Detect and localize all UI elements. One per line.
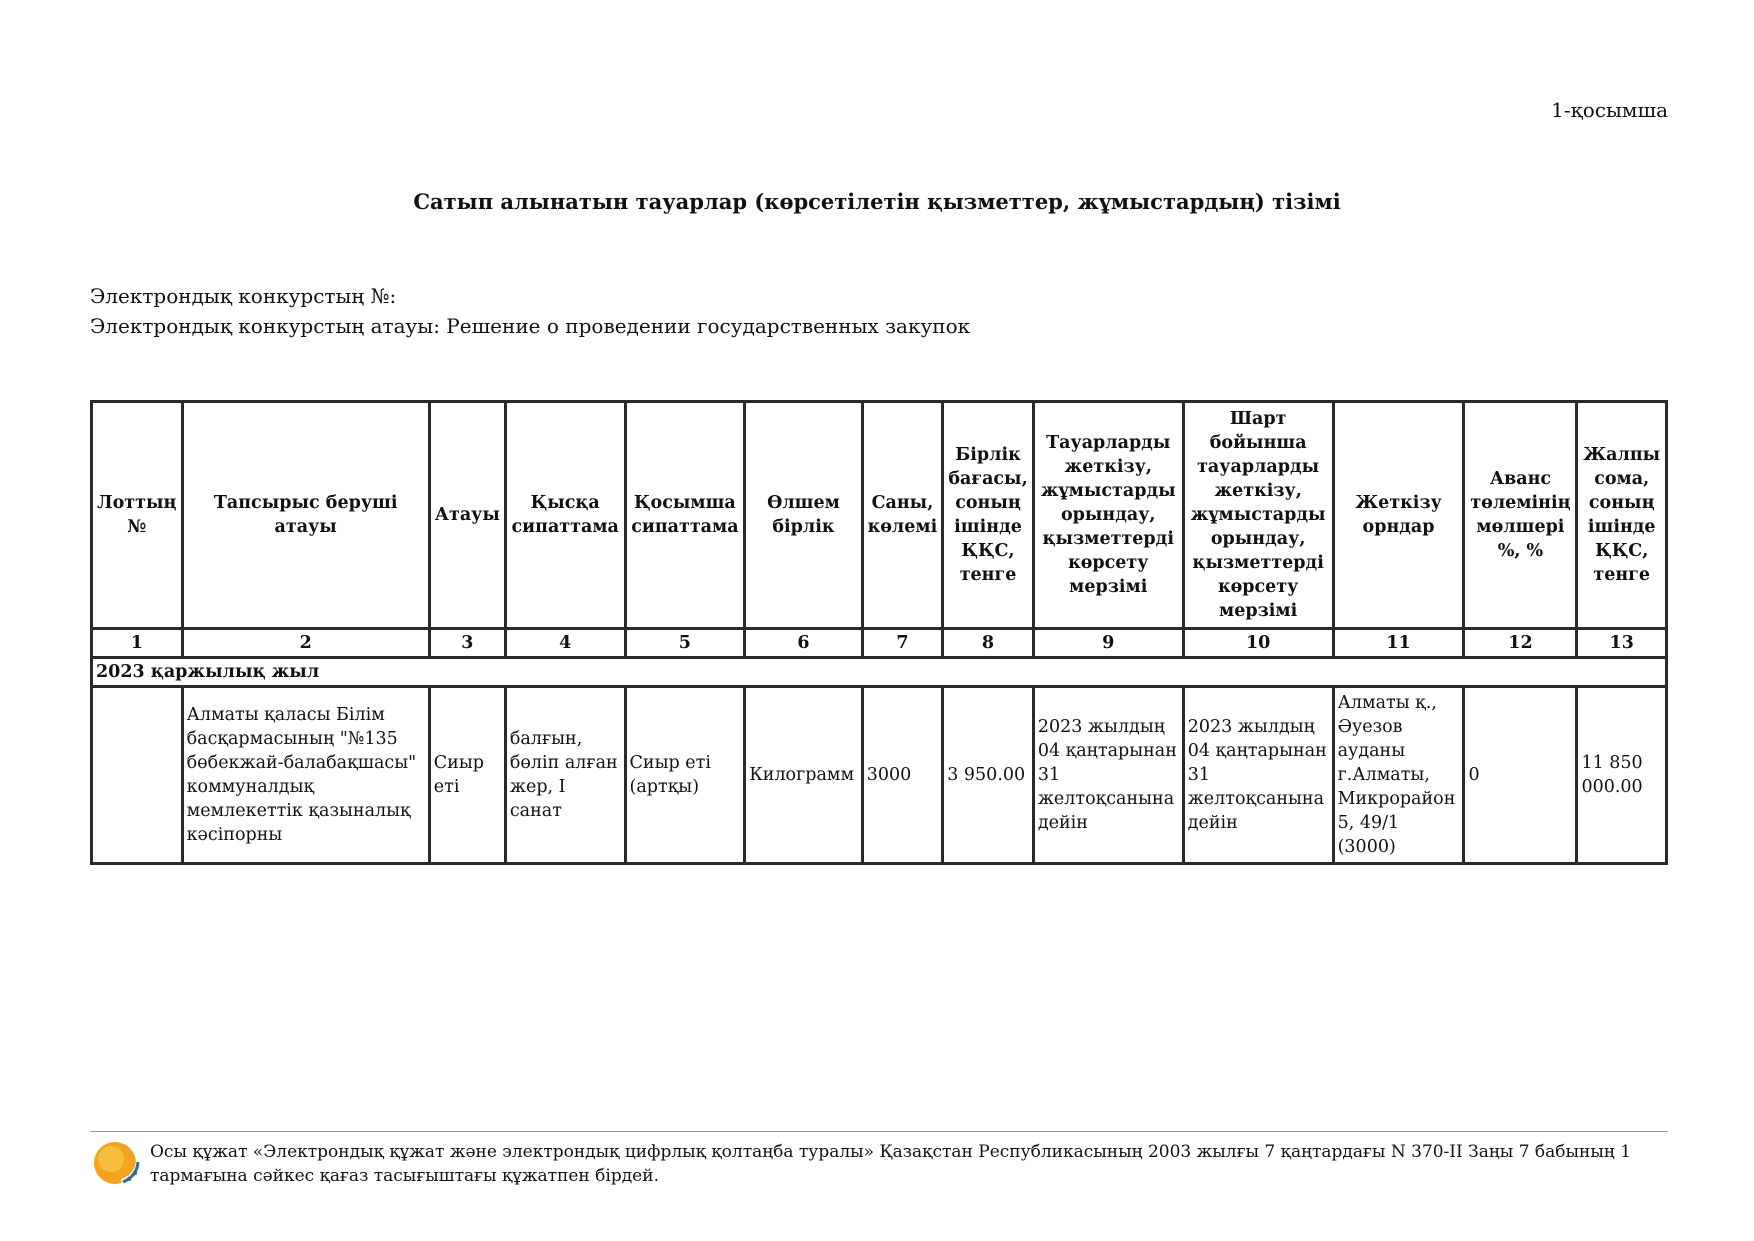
column-number: 9 [1033, 629, 1183, 658]
header-place: Жеткізу орндар [1333, 402, 1464, 629]
header-name: Атауы [429, 402, 505, 629]
header-qty: Саны, көлемі [862, 402, 943, 629]
e-gov-sun-logo-icon [92, 1138, 142, 1188]
column-number: 1 [92, 629, 183, 658]
column-number: 12 [1464, 629, 1577, 658]
table-row [92, 687, 1667, 864]
header-advance: Аванс төлемінің мөлшері %, % [1464, 402, 1577, 629]
cell-contract-term: 2023 жылдың 04 қаңтарынан 31 желтоқсанына дейін [1183, 687, 1333, 864]
page-title: Сатып алынатын тауарлар (көрсетілетін қызметтер, жұмыстардың) тізімі [413, 189, 1341, 214]
column-number: 10 [1183, 629, 1333, 658]
cell-total: 11 850 000.00 [1577, 687, 1667, 864]
cell-place: Алматы қ., Әуезов ауданы г.Алматы, Микрорайон 5, 49/1 (3000) [1333, 687, 1464, 864]
lots-table [90, 400, 1668, 865]
table-header-row [92, 402, 1667, 629]
cell-lot-no [92, 687, 183, 864]
column-number: 2 [182, 629, 429, 658]
column-number: 4 [505, 629, 625, 658]
header-customer: Тапсырыс беруші атауы [182, 402, 429, 629]
annex-label: 1-қосымша [1551, 98, 1668, 122]
fiscal-year-label: 2023 қаржылық жыл [92, 658, 1667, 687]
column-number: 6 [745, 629, 862, 658]
cell-short-desc: балғын, бөліп алған жер, I санат [505, 687, 625, 864]
column-number-row [92, 629, 1667, 658]
column-number: 13 [1577, 629, 1667, 658]
header-unit: Өлшем бірлік [745, 402, 862, 629]
header-extra-desc: Қосымша сипаттама [625, 402, 745, 629]
contest-number-label: Электрондық конкурстың №: [90, 284, 397, 308]
cell-advance: 0 [1464, 687, 1577, 864]
cell-unit: Килограмм [745, 687, 862, 864]
header-contract-term: Шарт бойынша тауарларды жеткізу, жұмыстарды орындау, қызметтерді көрсету мерзімі [1183, 402, 1333, 629]
header-lot-no: Лоттың № [92, 402, 183, 629]
cell-unit-price: 3 950.00 [943, 687, 1034, 864]
column-number: 7 [862, 629, 943, 658]
cell-delivery-term: 2023 жылдың 04 қаңтарынан 31 желтоқсанына дейін [1033, 687, 1183, 864]
column-number: 3 [429, 629, 505, 658]
header-total: Жалпы сома, соның ішінде ҚҚС, тенге [1577, 402, 1667, 629]
contest-name-label: Электрондық конкурстың атауы: [90, 314, 440, 338]
header-short-desc: Қысқа сипаттама [505, 402, 625, 629]
cell-qty: 3000 [862, 687, 943, 864]
cell-name: Сиыр еті [429, 687, 505, 864]
header-delivery-term: Тауарларды жеткізу, жұмыстарды орындау, қызметтерді көрсету мерзімі [1033, 402, 1183, 629]
contest-meta [90, 281, 970, 341]
footer [90, 1131, 1668, 1186]
header-unit-price: Бірлік бағасы, соның ішінде ҚҚС, тенге [943, 402, 1034, 629]
fiscal-year-row [92, 658, 1667, 687]
legal-note: Осы құжат «Электрондық құжат және электрондық цифрлық қолтаңба туралы» Қазақстан Республикасының 2003 жылғы 7 қаңтардағы N 370-II Заңы 7 бабының 1 тармағына сәйкес қағаз тасығыштағы құжатпен бірдей. [150, 1142, 1632, 1186]
cell-customer: Алматы қаласы Білім басқармасының "№135 бөбекжай-балабақшасы" коммуналдық мемлекеттік қазыналық кәсіпорны [182, 687, 429, 864]
column-number: 11 [1333, 629, 1464, 658]
contest-number-line [90, 281, 970, 311]
cell-extra-desc: Сиыр еті (артқы) [625, 687, 745, 864]
column-number: 8 [943, 629, 1034, 658]
contest-name-line [90, 311, 970, 341]
column-number: 5 [625, 629, 745, 658]
contest-name-value: Решение о проведении государственных закупок [446, 314, 971, 338]
